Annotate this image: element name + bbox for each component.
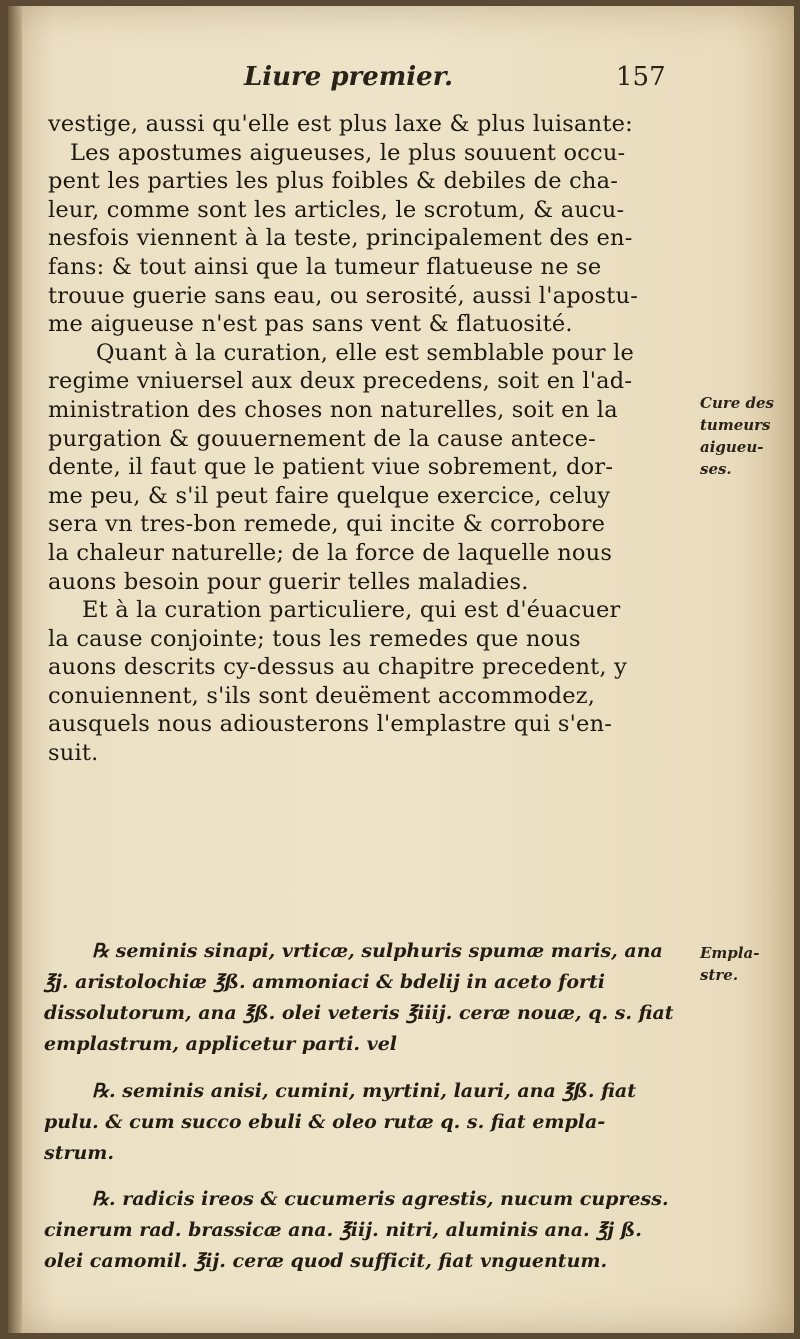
text-line: Les apostumes aigueuses, le plus souuent occu-	[70, 139, 626, 166]
text-line: me peu, & s'il peut faire quelque exercice, celuy	[48, 482, 611, 509]
text-line: auons descrits cy-dessus au chapitre precedent, y	[48, 654, 628, 681]
margin-note-line: aigueu-	[700, 438, 764, 456]
recipe-block	[44, 936, 694, 1060]
margin-note-line: ses.	[700, 460, 732, 478]
recipe-block	[44, 1076, 694, 1169]
text-line: ministration des choses non naturelles, soit en la	[48, 396, 618, 423]
text-line: me aigueuse n'est pas sans vent & flatuosité.	[48, 311, 573, 338]
text-line: purgation & gouuernement de la cause antece-	[48, 425, 596, 452]
text-line: suit.	[48, 740, 99, 767]
recipe-line: strum.	[44, 1142, 115, 1164]
text-line: auons besoin pour guerir telles maladies.	[48, 568, 529, 595]
recipe-line: pulu. & cum succo ebuli & oleo rutæ q. s. fiat empla-	[44, 1111, 606, 1133]
margin-note-line: Cure des	[700, 394, 774, 412]
margin-note-cure	[700, 392, 774, 480]
text-line: Et à la curation particuliere, qui est d'éuacuer	[82, 597, 621, 624]
text-line: ausquels nous adiousterons l'emplastre qui s'en-	[48, 711, 613, 738]
running-title: Liure premier.	[244, 62, 454, 92]
margin-note-line: tumeurs	[700, 416, 771, 434]
margin-note-emplastre	[700, 942, 759, 986]
text-line: trouue guerie sans eau, ou serosité, aussi l'apostu-	[48, 282, 639, 309]
text-line: vestige, aussi qu'elle est plus laxe & plus luisante:	[48, 111, 633, 137]
recipe-line: dissolutorum, ana ℥ß. olei veteris ℥iiij. ceræ nouæ, q. s. fiat	[44, 1002, 674, 1024]
text-line: conuiennent, s'ils sont deuëment accommodez,	[48, 682, 596, 709]
page-binding-edge	[8, 6, 22, 1333]
text-line: la cause conjointe; tous les remedes que nous	[48, 625, 581, 652]
text-line: regime vniuersel aux deux precedens, soit en l'ad-	[48, 368, 633, 395]
text-line: dente, il faut que le patient viue sobrement, dor-	[48, 454, 614, 481]
text-line: fans: & tout ainsi que la tumeur flatueuse ne se	[48, 253, 602, 280]
recipe-line: cinerum rad. brassicæ ana. ℥iij. nitri, aluminis ana. ℥j ß.	[44, 1219, 642, 1241]
text-line: sera vn tres-bon remede, qui incite & corrobore	[48, 511, 606, 538]
margin-note-line: Empla-	[700, 944, 760, 962]
text-line: la chaleur naturelle; de la force de laquelle nous	[48, 539, 613, 566]
recipe-line: olei camomil. ℥ij. ceræ quod sufficit, fiat vnguentum.	[44, 1250, 608, 1272]
recipe-line: ℥j. aristolochiæ ℥ß. ammoniaci & bdelij in aceto forti	[44, 971, 606, 993]
body-text	[48, 110, 688, 768]
recipe-line: emplastrum, applicetur parti. vel	[44, 1033, 398, 1055]
text-line: nesfois viennent à la teste, principalement des en-	[48, 225, 633, 252]
book-page	[8, 6, 794, 1333]
text-line: Quant à la curation, elle est semblable pour le	[96, 339, 634, 366]
page-number: 157	[616, 62, 666, 92]
recipe-line: ℞ seminis sinapi, vrticæ, sulphuris spumæ maris, ana	[92, 940, 663, 962]
margin-note-line: stre.	[700, 966, 739, 984]
recipe-line: ℞. seminis anisi, cumini, myrtini, lauri, ana ℥ß. fiat	[92, 1080, 636, 1102]
recipe-block	[44, 1184, 694, 1277]
recipe-line: ℞. radicis ireos & cucumeris agrestis, nucum cupress.	[92, 1188, 669, 1210]
text-line: leur, comme sont les articles, le scrotum, & aucu-	[48, 196, 625, 223]
text-line: pent les parties les plus foibles & debiles de cha-	[48, 168, 619, 195]
